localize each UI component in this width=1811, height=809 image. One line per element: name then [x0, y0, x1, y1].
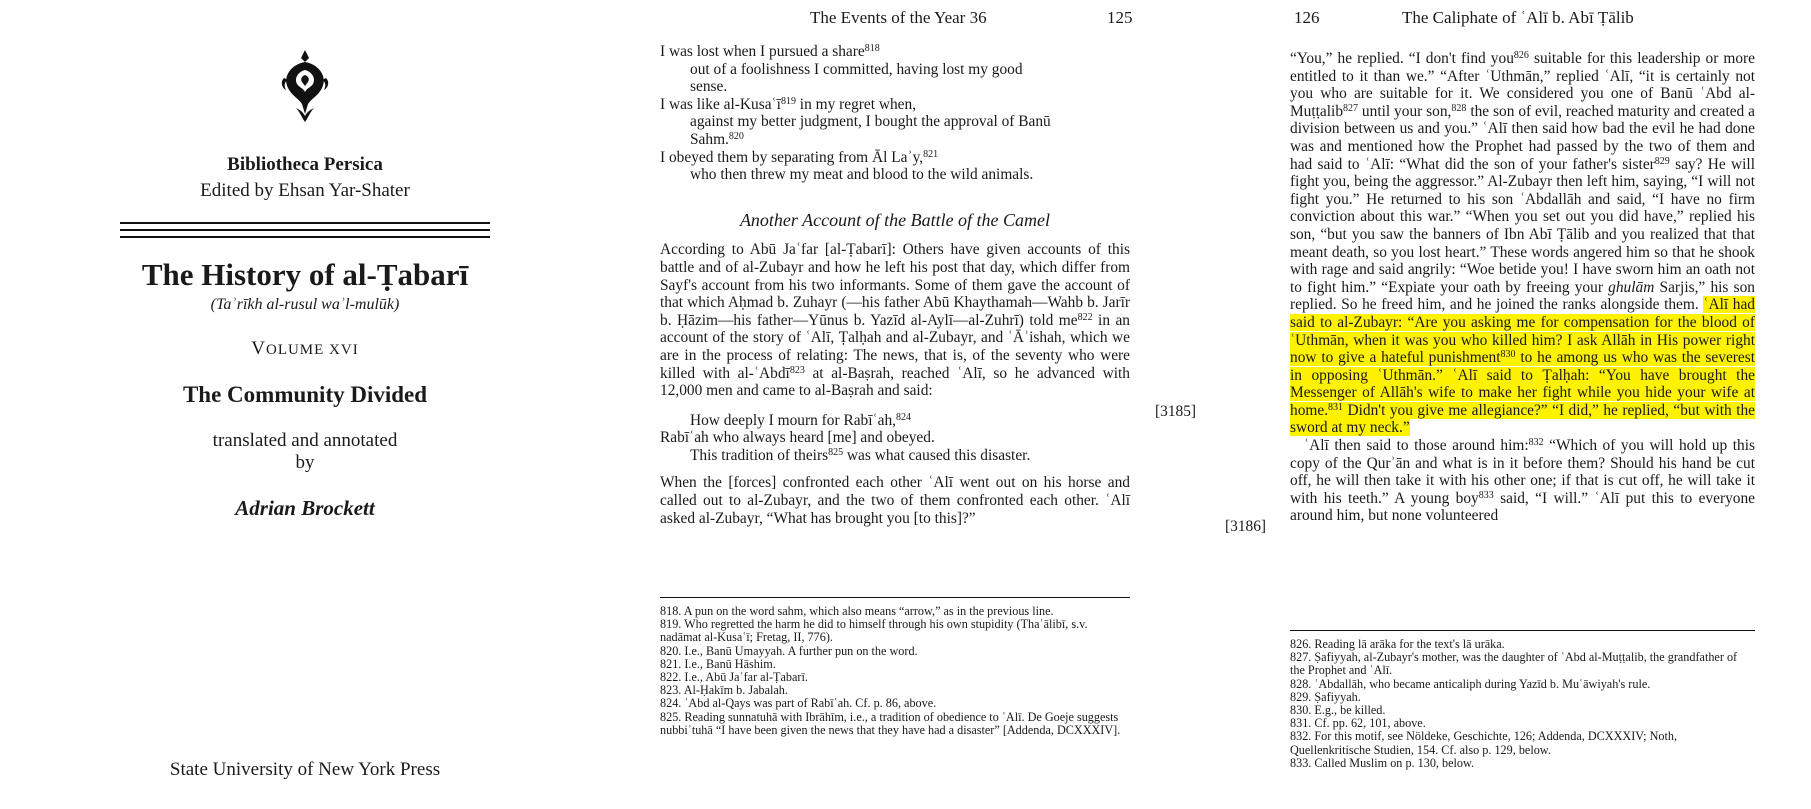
poem-1	[660, 43, 1130, 184]
volume-number	[120, 338, 490, 360]
verse-line: sense.	[690, 78, 728, 96]
footnote: 829. Ṣafiyyah.	[1290, 689, 1361, 704]
footnote: 830. E.g., be killed.	[1290, 703, 1386, 718]
footnote: 822. I.e., Abū Jaʿfar al-Ṭabarī.	[660, 670, 808, 685]
title-rule-middle	[120, 229, 490, 231]
ornamental-fleuron-icon	[278, 48, 332, 124]
footnote: 832. For this motif, see Nöldeke, Geschichte, 126; Addenda, DCXXXIV; Noth, Quellenkritische Studien, 154. Cf. also p. 129, below.	[1290, 729, 1678, 757]
volume-prefix: V	[251, 338, 266, 359]
title-page	[0, 0, 600, 809]
footnote: 819. Who regretted the harm he did to himself through his own stupidity (Thaʿālibī, s.v. nadāmat al-Kusaʿī; Fretag, II, 776).	[660, 617, 1088, 645]
footnote: 831. Cf. pp. 62, 101, above.	[1290, 716, 1426, 731]
verse-line: This tradition of theirs$^{825}$ was what caused this disaster.	[690, 446, 1031, 464]
footnote: 818. A pun on the word sahm, which also means “arrow,” as in the previous line.	[660, 604, 1054, 618]
footnote: 825. Reading sunnatuhā with Ibrāhīm, i.e., a tradition of obedience to ʿAlī. De Goeje suggests nubbiʾtuhā “I have been given the news that they have had a disaster” [Addenda, DCXXXIV].	[660, 709, 1121, 737]
paragraph: ʿAlī then said to those around him:$^{832}$ “Which of you will hold up this copy of the Qurʾān and what is in it before them? Should his hand be cut off, he will then take it with his other one; if that is cut off, he will take it with his teeth.” A young boy$^{833}$ said, “I will.” ʿAlī put this to everyone around him, but none volunteered	[1290, 437, 1755, 525]
footnote: 823. Al-Ḥakīm b. Jabalah.	[660, 683, 788, 698]
footnote-rule	[660, 597, 1130, 598]
translator-name: Adrian Brockett	[235, 496, 375, 520]
section-heading: Another Account of the Battle of the Camel	[739, 209, 1051, 230]
verse-line: against my better judgment, I bought the approval of Banū	[690, 113, 1051, 131]
running-head: The Events of the Year 36	[810, 8, 987, 27]
title-rule-bottom	[120, 236, 490, 238]
verse-line: who then threw my meat and blood to the wild animals.	[690, 166, 1034, 184]
footnotes	[1290, 638, 1755, 770]
page-125	[660, 0, 1140, 809]
footnote: 824. ʿAbd al-Qays was part of Rabīʿah. Cf. p. 86, above.	[660, 696, 937, 711]
margin-reference: [3186]	[1225, 518, 1267, 535]
footnote: 820. I.e., Banū Umayyah. A further pun on the word.	[660, 643, 918, 658]
title-rule-top	[120, 222, 490, 224]
poem-2	[660, 412, 1130, 465]
page-126	[1155, 0, 1810, 809]
verse-line: Rabīʿah who always heard [me] and obeyed.	[660, 429, 935, 447]
volume-title: The Community Divided	[182, 382, 428, 407]
book-title: The History of al-Ṭabarī	[141, 257, 469, 292]
volume-rest: OLUME XVI	[265, 342, 359, 358]
paragraph: According to Abū Jaʿfar [al-Ṭabarī]: Others have given accounts of this battle and of al-Zubayr and how he left his post that day, which differ from Sayf's account from his two informants. Some of them gave the account of that which Aḥmad b. Zuhayr (—his father Abū Khaythamah—Wahb b. Jarīr b. Ḥāzim—his father—Yūnus b. Yazīd al-Aylī—al-Zuhrī) told $me^{822}$ in an account of the story of ʿAlī, Ṭalḥah and al-Zubayr, and ʿĀʾishah, which we are in the process of relating: The news, that is, of the seventy who were killed with al-ʿAbdī$^{823}$ at al-Baṣrah, reached ʿAlī, so he advanced with 12,000 men and came to al-Baṣrah and said:	[660, 241, 1130, 400]
footnote: 826. Reading lā arāka for the text's lā urāka.	[1290, 637, 1505, 651]
page-number: 126	[1294, 8, 1320, 27]
footnote: 821. I.e., Banū Hāshim.	[660, 656, 776, 671]
paragraph: When the [forces] confronted each other ʿAlī went out on his horse and called out to al-Zubayr, and the two of them confronted each other. ʿAlī asked al-Zubayr, “What has brought you [to this]?”	[660, 474, 1130, 527]
margin-reference: [3185]	[1155, 403, 1197, 420]
book-subtitle: (Taʾrīkh al-rusul waʾl-mulūk)	[210, 296, 400, 313]
series-name: Bibliotheca Persica	[227, 154, 383, 175]
footnote-rule	[1290, 630, 1755, 631]
footnote: 828. ʿAbdallāh, who became anticaliph during Yazīd b. Muʿāwiyah's rule.	[1290, 676, 1651, 691]
highlighted-passage: ʿAlī had said to al-Zubayr: “Are you asking me for compensation for the blood of ʿUthmān, when it was you who killed him? I ask Allāh in His power right now to give a hateful punishment$^{830}$ to he among us who was the severest in opposing ʿUthmān.” ʿAlī said to Ṭalḥah: “You have brought the Messenger of Allāh's wife to make her fight while you hide your wife at home.$^{831}$ Didn't you give me allegiance?” “I did,” he replied, “but with the sword at my neck.”	[1290, 296, 1755, 437]
publisher: State University of New York Press	[169, 759, 441, 780]
verse-line: out of a foolishness I committed, having lost my good	[690, 60, 1023, 78]
page-125-body	[660, 43, 1130, 527]
paragraph: “You,” he replied. “I don't find you$^{826}$ suitable for this leadership or more entitled to it than we.” “After ʿUthmān,” replied ʿAlī, “it is certainly not you who are suitable for it. We considered you one of Banū ʿAbd al-Muṭṭalib$^{827}$ until your son,$^{828}$ the son of evil, reached maturity and created a division between us and you.” ʿAlī then said how bad the evil he had done was and mentioned how the Prophet had passed by the two of them and had said to ʿAlī: “What did the son of your father's sister$^{829}$ say? He will fight you, being the aggressor.” Al-Zubayr then left him, saying, “I will not fight you.” He returned to his son ʿAbdallāh and said, “I have no firm conviction about this war.” “When you set out you did have,” replied his son, “but you saw the banners of Ibn Abī Ṭālib and you realized that that meant death, so you lost heart.” These words angered him so that he shook with rage and said angrily: “Woe betide you! I have sworn him an oath not to fight him.” “Expiate your oath by freeing your ghulām Sarjis,” his son replied. So he freed him, and he joined the ranks alongside them. ʿAlī had said to al-Zubayr: “Are you asking me for compensation for the blood of ʿUthmān, when it was you who killed him? I ask Allāh in His power right now to give a hateful punishment$^{830}$ to he among us who was the severest in opposing ʿUthmān.” ʿAlī said to Ṭalḥah: “You have brought the Messenger of Allāh's wife to make her fight while you hide your wife at home.$^{831}$ Didn't you give me allegiance?” “I did,” he replied, “but with the sword at my neck.”	[1290, 50, 1755, 437]
page-number: 125	[1107, 8, 1133, 27]
verse-line: Sahm.$^{820}$	[690, 130, 744, 148]
by-line: by	[295, 452, 315, 473]
series-editor: Edited by Ehsan Yar-Shater	[200, 180, 410, 201]
footnote: 827. Ṣafiyyah, al-Zubayr's mother, was the daughter of ʿAbd al-Muṭṭalib, the grandfather of the Prophet and ʿAlī.	[1290, 650, 1738, 678]
footnotes	[660, 605, 1130, 737]
translated-line: translated and annotated	[212, 430, 398, 451]
verse-line: How deeply I mourn for Rabīʿah,$^{824}$	[690, 411, 912, 429]
page-126-body	[1290, 50, 1755, 525]
verse-line: I was like al-Kusaʿī$^{819}$ in my regret when,	[660, 95, 917, 113]
footnote: 833. Called Muslim on p. 130, below.	[1290, 755, 1475, 770]
verse-line: I was lost when I pursued a share$^{818}$	[660, 43, 880, 60]
verse-line: I obeyed them by separating from Āl Laʾy,$^{821}$	[660, 148, 939, 166]
running-head: The Caliphate of ʿAlī b. Abī Ṭālib	[1402, 8, 1634, 27]
